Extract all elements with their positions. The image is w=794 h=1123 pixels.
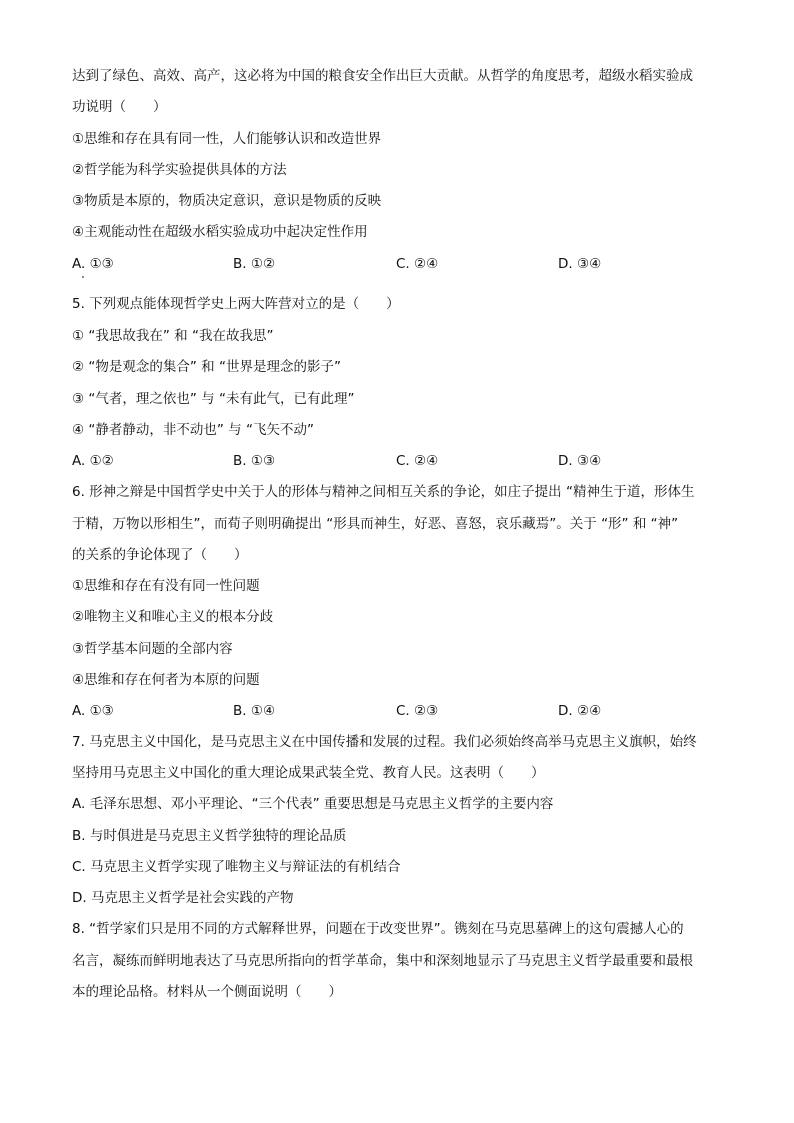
q5-option-b[interactable]: B. ①③ [233, 453, 276, 469]
q6-option-c[interactable]: C. ②③ [396, 703, 439, 719]
q6-item-4: ④思维和存在何者为本原的问题 [72, 672, 260, 688]
q6-stem-line-2: 于精，万物以形相生”，而荀子则明确提出 “形具而神生，好恶、喜怒，哀乐藏焉”。关于 “形” 和 “神” [72, 516, 679, 532]
q8-stem-line-3: 本的理论品格。材料从一个侧面说明（ ） [72, 984, 342, 1000]
q5-option-c[interactable]: C. ②④ [396, 453, 439, 469]
q4-item-1: ①思维和存在具有同一性，人们能够认识和改造世界 [72, 131, 382, 147]
q6-option-b[interactable]: B. ①④ [233, 703, 276, 719]
q4-option-d[interactable]: D. ③④ [558, 256, 602, 272]
q5-item-1: ① “我思故我在” 和 “我在故我思” [72, 328, 274, 344]
q4-item-3: ③物质是本原的，物质决定意识，意识是物质的反映 [72, 193, 382, 209]
q7-option-b[interactable]: B. 与时俱进是马克思主义哲学独特的理论品质 [72, 828, 347, 844]
q5-option-a[interactable]: A. ①② [72, 453, 114, 469]
q4-option-a[interactable]: A. ①③ [72, 256, 114, 272]
q4-option-c[interactable]: C. ②④ [396, 256, 439, 272]
q5-options [72, 451, 732, 471]
q7-option-a[interactable]: A. 毛泽东思想、邓小平理论、“三个代表” 重要思想是马克思主义哲学的主要内容 [72, 796, 554, 812]
q6-options [72, 701, 732, 721]
q4-item-4: ④主观能动性在超级水稻实验成功中起决定性作用 [72, 224, 368, 240]
q5-item-2: ② “物是观念的集合” 和 “世界是理念的影子” [72, 359, 341, 375]
q7-option-d[interactable]: D. 马克思主义哲学是社会实践的产物 [72, 890, 294, 906]
q4-option-b[interactable]: B. ①② [233, 256, 276, 272]
q6-stem-line-3: 的关系的争论体现了（ ） [72, 547, 248, 563]
q8-stem-line-2: 名言，凝练而鲜明地表达了马克思所指向的哲学革命，集中和深刻地显示了马克思主义哲学最重要和最根 [72, 953, 693, 969]
q6-option-a[interactable]: A. ①③ [72, 703, 114, 719]
stray-dot [82, 276, 84, 278]
q7-option-c[interactable]: C. 马克思主义哲学实现了唯物主义与辩证法的有机结合 [72, 859, 401, 875]
q8-stem-line-1: 8. “哲学家们只是用不同的方式解释世界，问题在于改变世界”。镌刻在马克思墓碑上的这句震撼人心的 [72, 921, 684, 937]
q4-options [72, 254, 732, 274]
q6-item-2: ②唯物主义和唯心主义的根本分歧 [72, 609, 274, 625]
q6-stem-line-1: 6. 形神之辩是中国哲学史中关于人的形体与精神之间相互关系的争论，如庄子提出 “精神生于道，形体生 [72, 484, 695, 500]
q4-stem-line-1: 达到了绿色、高效、高产，这必将为中国的粮食安全作出巨大贡献。从哲学的角度思考，超级水稻实验成 [72, 68, 693, 84]
q6-item-1: ①思维和存在有没有同一性问题 [72, 578, 260, 594]
q4-item-2: ②哲学能为科学实验提供具体的方法 [72, 162, 287, 178]
q5-item-3: ③ “气者，理之依也” 与 “未有此气，已有此理” [72, 391, 355, 407]
q4-stem-line-2: 功说明（ ） [72, 99, 167, 115]
q5-option-d[interactable]: D. ③④ [558, 453, 602, 469]
q7-stem-line-1: 7. 马克思主义中国化，是马克思主义在中国传播和发展的过程。我们必须始终高举马克思主义旗帜，始终 [72, 734, 697, 750]
q6-item-3: ③哲学基本问题的全部内容 [72, 641, 233, 657]
q5-item-4: ④ “静者静动，非不动也” 与 “飞矢不动” [72, 422, 314, 438]
q7-stem-line-2: 坚持用马克思主义中国化的重大理论成果武装全党、教育人民。这表明（ ） [72, 765, 545, 781]
q6-option-d[interactable]: D. ②④ [558, 703, 602, 719]
q5-stem: 5. 下列观点能体现哲学史上两大阵营对立的是（ ） [72, 296, 400, 312]
